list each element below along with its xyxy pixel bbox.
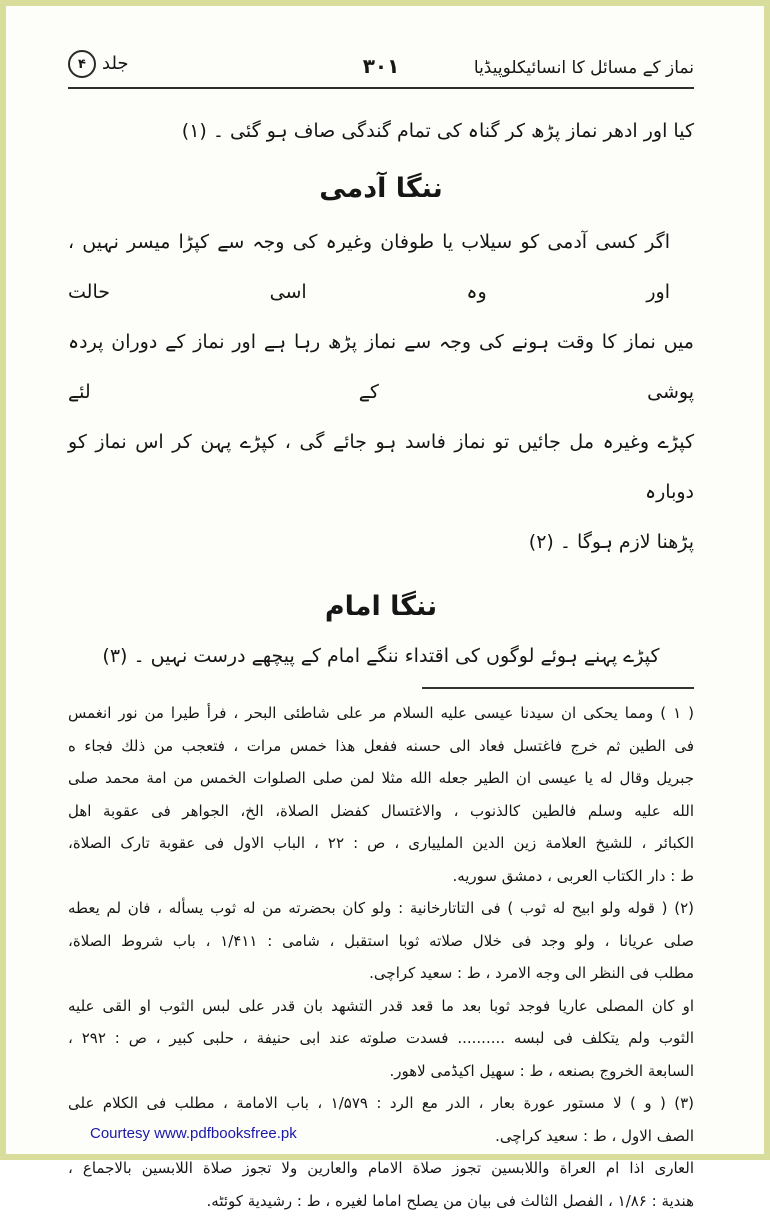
- footnote-line: الكبائر ، للشيخ العلامة زين الدين الملييارى ، ص : ۲۲ ، الباب الاول فى عقوبة تارک الصلاة،: [68, 827, 694, 860]
- footnote-line: هندية : ۱/۸۶ ، الفصل الثالث فى بيان من يصلح اماما لغيره ، ط : رشيدية کوئٹه.: [68, 1185, 694, 1217]
- page-content: [6, 6, 764, 1217]
- footnote-line: (۳) ( و ) لا مستور عورة بعار ، الدر مع الرد : ۱/۵۷۹ ، باب الامامة ، مطلب فى الكلام على: [68, 1087, 694, 1120]
- footnote-line: ط : دار الكتاب العربى ، دمشق سوريه.: [68, 860, 694, 893]
- footnote-separator: [422, 687, 694, 689]
- courtesy-watermark: Courtesy www.pdfbooksfree.pk: [90, 1125, 297, 1142]
- section-heading-naked-imam: ننگا امام: [68, 587, 694, 627]
- footnote-line: السابعة الخروج بصنعه ، ط : سهيل اکيڈمى لاهور.: [68, 1055, 694, 1088]
- footnote-line: جبريل وقال له يا عيسى ان الطير جعله الله مثلا لمن صلى الصلوات الخمس من امة محمد صلى: [68, 762, 694, 795]
- paragraph-line: پڑھنا لازم ہوگا ۔ (۲): [68, 517, 694, 567]
- footnote-line: (۲) ( قوله ولو ابيح له ثوب ) فى التاتارخانية : ولو كان بحضرته من له ثوب يسأله ، فان لم يعطه: [68, 892, 694, 925]
- intro-line: کیا اور ادھر نماز پڑھ کر گناہ کی تمام گندگی صاف ہو گئی ۔ (۱): [68, 113, 694, 149]
- section-heading-naked-man: ننگا آدمی: [68, 169, 694, 209]
- footnote-line: الصف الاول ، ط : سعيد کراچى.: [68, 1120, 694, 1153]
- book-title: نماز کے مسائل کا انسائیکلوپیڈیا: [447, 57, 694, 78]
- volume-number-circle: [68, 50, 96, 78]
- footnote-line: مطلب فى النظر الى وجه الامرد ، ط : سعيد کراچى.: [68, 957, 694, 990]
- section1-paragraph: [68, 217, 694, 567]
- volume-number: ۴: [78, 57, 86, 72]
- footnote-line: الثوب ولم يتكلف فى لبسه .......... فسدت صلوته عند ابى حنيفة ، حلبى كبير ، ص : ۲۹۲ ،: [68, 1022, 694, 1055]
- paragraph-line: میں نماز کا وقت ہونے کی وجہ سے نماز پڑھ رہا ہے اور نماز کے دوران پردہ پوشی کے لئے: [68, 317, 694, 417]
- volume-label: جلد: [102, 53, 129, 74]
- footnote-line: فى الطين ثم خرج فاغتسل فعاد الى حسنه ففعل هذا خمس مرات ، فتعجب من ذلك فجاء ه: [68, 730, 694, 763]
- header-rule: [68, 87, 694, 89]
- page-number: ۳۰۱: [315, 54, 448, 78]
- page-header: [68, 50, 694, 78]
- paragraph-line: اگر کسی آدمی کو سیلاب یا طوفان وغیرہ کی وجہ سے کپڑا میسر نہیں ، اور وہ اسی حالت: [68, 217, 694, 317]
- footnote-line: الله عليه وسلم فالطين كالذنوب ، والاغتسال كفضل الصلاة، الخ، الجواهر فى عقوبة اهل: [68, 795, 694, 828]
- footnote-line: العارى اذا ام العراة واللابسين تجوز صلاة الامام والعارين ولا تجوز صلاة اللابسين بالاجماع ،: [68, 1152, 694, 1185]
- footnote-line: او كان المصلى عاريا فوجد ثوبا بعد ما قعد قدر التشهد بان قدر على لبس الثوب او القى عليه: [68, 990, 694, 1023]
- footnote-line: صلى عريانا ، ولو وجد فى خلال صلاته ثوبا استقبل ، شامى : ۱/۴۱۱ ، باب شروط الصلاة،: [68, 925, 694, 958]
- footnote-line: ( ۱ ) ومما يحكى ان سيدنا عيسى عليه السلام مر على شاطئى البحر ، فرأ طيرا من نور انغمس: [68, 697, 694, 730]
- paragraph-line: کپڑے وغیرہ مل جائیں تو نماز فاسد ہو جائے گی ، کپڑے پہن کر اس نماز کو دوبارہ: [68, 417, 694, 517]
- volume-label-group: [68, 50, 315, 78]
- section2-line: کپڑے پہنے ہوئے لوگوں کی اقتداء ننگے امام کے پیچھے درست نہیں ۔ (۳): [68, 637, 694, 675]
